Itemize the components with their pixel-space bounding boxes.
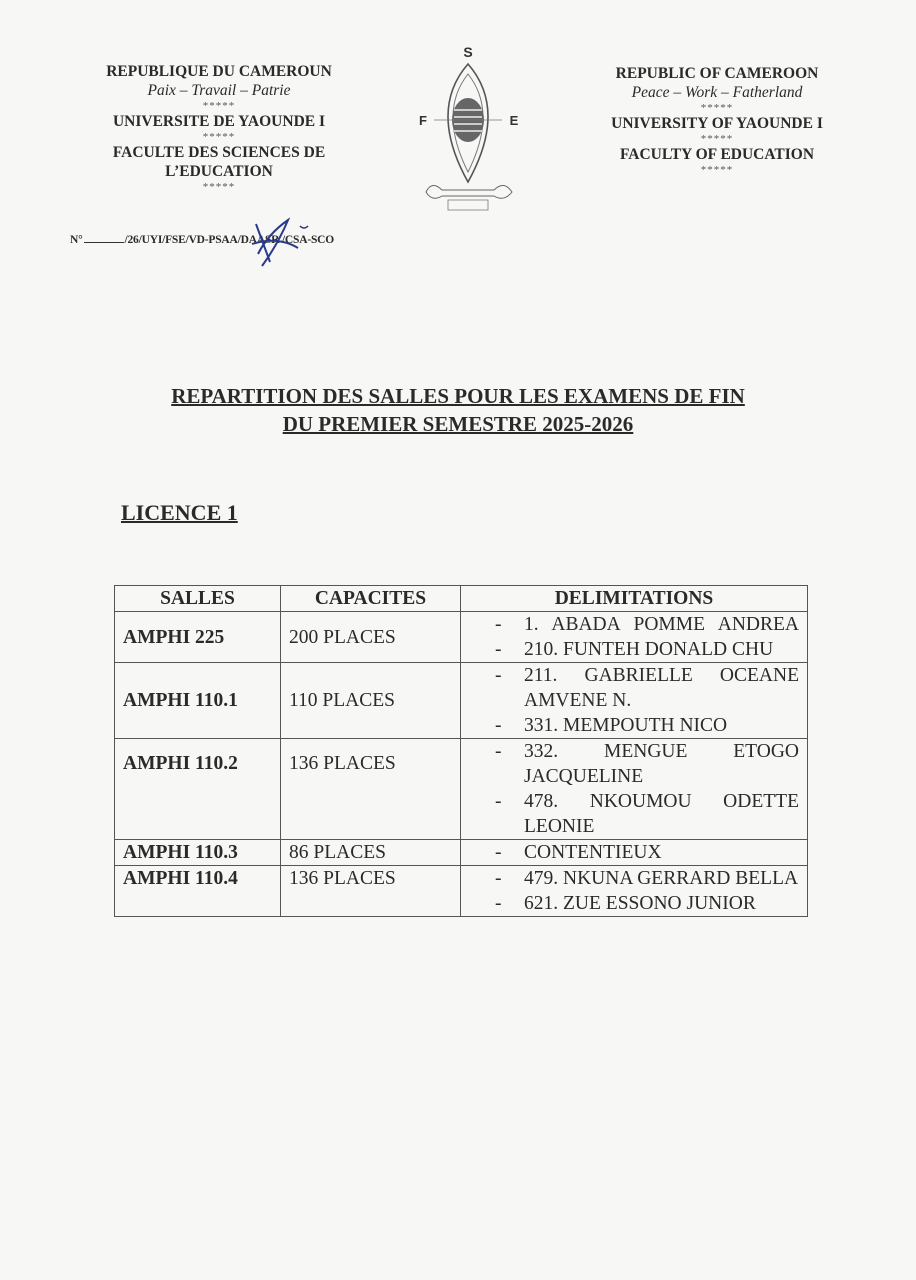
capacity-cell: 86 PLACES bbox=[281, 840, 461, 866]
delimitation-item: - 211. GABRIELLE OCEANE AMVENE N. bbox=[469, 663, 799, 713]
column-header-capacites: CAPACITES bbox=[281, 586, 461, 612]
delimitation-item: - 332. MENGUE ETOGO JACQUELINE bbox=[469, 739, 799, 789]
country-en: REPUBLIC OF CAMEROON bbox=[615, 65, 819, 82]
document-title bbox=[110, 382, 806, 438]
faculty-fr-line1: FACULTE DES SCIENCES DE bbox=[112, 144, 326, 161]
reference-prefix: N° bbox=[70, 234, 83, 246]
separator-stars: ***** bbox=[202, 181, 236, 193]
capacity-cell: 200 PLACES bbox=[281, 612, 461, 663]
column-header-salles: SALLES bbox=[115, 586, 281, 612]
separator-stars: ***** bbox=[700, 102, 734, 114]
delimitation-cell bbox=[461, 840, 808, 866]
delimitation-cell bbox=[461, 663, 808, 739]
delimitation-cell bbox=[461, 739, 808, 840]
separator-stars: ***** bbox=[700, 164, 734, 176]
reference-code: /26/UYI/FSE/VD-PSAA/DAASR /CSA-SCO bbox=[124, 234, 335, 246]
capacity-cell: 136 PLACES bbox=[281, 739, 461, 840]
delimitation-item: - 479. NKUNA GERRARD BELLA bbox=[469, 866, 799, 891]
separator-stars: ***** bbox=[202, 131, 236, 143]
logo-letter-e: E bbox=[509, 113, 519, 128]
room-cell: AMPHI 110.1 bbox=[115, 663, 281, 739]
header-english bbox=[586, 64, 848, 176]
country-fr: REPUBLIQUE DU CAMEROUN bbox=[106, 63, 332, 80]
capacity-cell: 136 PLACES bbox=[281, 866, 461, 917]
section-heading: LICENCE 1 bbox=[121, 500, 238, 525]
faculty-en: FACULTY OF EDUCATION bbox=[619, 146, 815, 163]
room-allocation-table bbox=[114, 585, 808, 917]
university-fr: UNIVERSITE DE YAOUNDE I bbox=[112, 113, 326, 130]
table-row bbox=[115, 612, 808, 663]
table-row bbox=[115, 739, 808, 840]
university-seal-icon bbox=[412, 40, 532, 220]
table-header-row bbox=[115, 586, 808, 612]
table-row bbox=[115, 840, 808, 866]
delimitation-item: - 331. MEMPOUTH NICO bbox=[469, 713, 799, 738]
table-row bbox=[115, 663, 808, 739]
separator-stars: ***** bbox=[700, 133, 734, 145]
logo-letter-s: S bbox=[463, 44, 473, 60]
title-line2: DU PREMIER SEMESTRE 2025-2026 bbox=[282, 412, 634, 436]
room-cell: AMPHI 110.4 bbox=[115, 866, 281, 917]
column-header-delimitations: DELIMITATIONS bbox=[461, 586, 808, 612]
capacity-cell: 110 PLACES bbox=[281, 663, 461, 739]
delimitation-item: - CONTENTIEUX bbox=[469, 840, 799, 865]
delimitation-item: - 478. NKOUMOU ODETTE LEONIE bbox=[469, 789, 799, 839]
table-row bbox=[115, 866, 808, 917]
header-french bbox=[80, 62, 358, 193]
signature-icon bbox=[248, 214, 318, 279]
reference-blank bbox=[84, 242, 124, 243]
room-cell: AMPHI 225 bbox=[115, 612, 281, 663]
logo-letter-f: F bbox=[419, 113, 427, 128]
motto-fr: Paix – Travail – Patrie bbox=[147, 82, 291, 99]
delimitation-cell bbox=[461, 612, 808, 663]
delimitation-item: - 1. ABADA POMME ANDREA bbox=[469, 612, 799, 637]
delimitation-item: - 621. ZUE ESSONO JUNIOR bbox=[469, 891, 799, 916]
room-cell: AMPHI 110.3 bbox=[115, 840, 281, 866]
motto-en: Peace – Work – Fatherland bbox=[631, 84, 803, 101]
room-cell: AMPHI 110.2 bbox=[115, 739, 281, 840]
title-line1: REPARTITION DES SALLES POUR LES EXAMENS DE FIN bbox=[171, 384, 745, 408]
delimitation-item: - 210. FUNTEH DONALD CHU bbox=[469, 637, 799, 662]
separator-stars: ***** bbox=[202, 100, 236, 112]
university-en: UNIVERSITY OF YAOUNDE I bbox=[611, 115, 823, 132]
delimitation-cell bbox=[461, 866, 808, 917]
faculty-fr-line2: L’EDUCATION bbox=[165, 163, 273, 180]
